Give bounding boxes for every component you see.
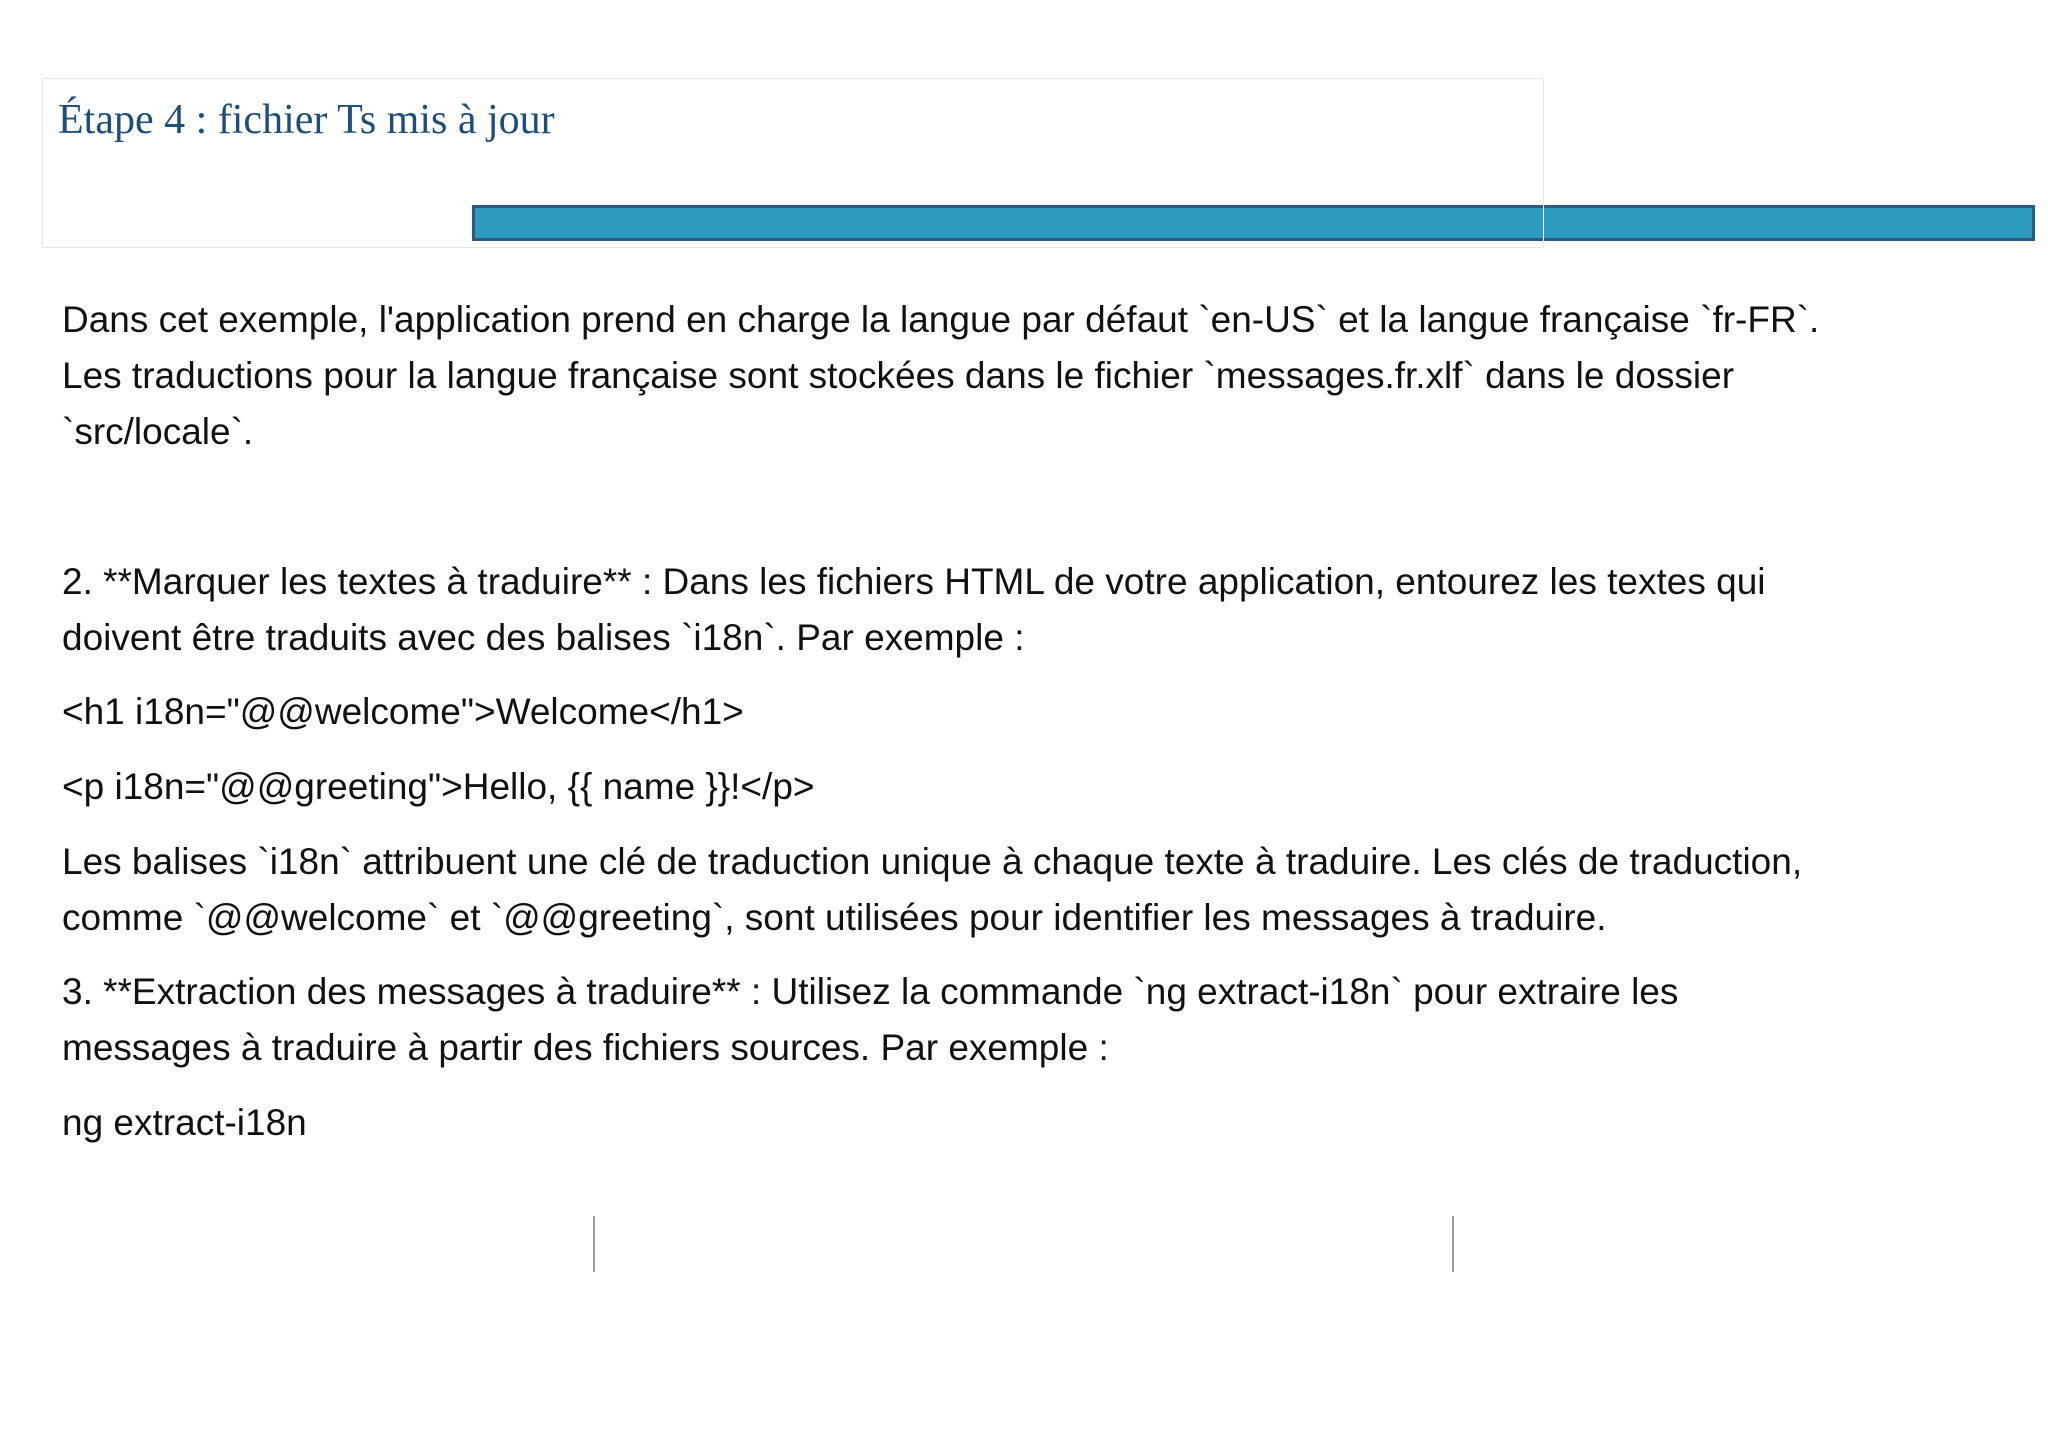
explanation-line-1: Les balises `i18n` attribuent une clé de traduction unique à chaque texte à traduire. Les clés de traduction, bbox=[62, 841, 1803, 882]
code-example-h1: <h1 i18n="@@welcome">Welcome</h1> bbox=[62, 691, 744, 732]
intro-line-2: Les traductions pour la langue française sont stockées dans le fichier `messages.fr.xlf` dans le dossier bbox=[62, 355, 1735, 396]
explanation-line-2: comme `@@welcome` et `@@greeting`, sont utilisées pour identifier les messages à traduire. bbox=[62, 897, 1607, 938]
command-example: ng extract-i18n bbox=[62, 1102, 307, 1143]
title-accent-bar bbox=[472, 205, 2035, 241]
column-divider-right bbox=[1452, 1216, 1454, 1272]
page-title: Étape 4 : fichier Ts mis à jour bbox=[58, 97, 555, 143]
intro-line-3: `src/locale`. bbox=[62, 411, 254, 452]
step2-line-2: doivent être traduits avec des balises `i18n`. Par exemple : bbox=[62, 617, 1025, 658]
intro-line-1: Dans cet exemple, l'application prend en charge la langue par défaut `en-US` et la langue française `fr-FR`. bbox=[62, 299, 1820, 340]
step2-line-1: 2. **Marquer les textes à traduire** : Dans les fichiers HTML de votre application, entourez les textes qui bbox=[62, 561, 1766, 602]
step3-line-1: 3. **Extraction des messages à traduire** : Utilisez la commande `ng extract-i18n` pour extraire les bbox=[62, 971, 1679, 1012]
step3-line-2: messages à traduire à partir des fichiers sources. Par exemple : bbox=[62, 1027, 1109, 1068]
column-divider-left bbox=[593, 1216, 595, 1272]
code-example-p: <p i18n="@@greeting">Hello, {{ name }}!</p> bbox=[62, 766, 815, 807]
title-frame-edge bbox=[1543, 203, 1544, 245]
